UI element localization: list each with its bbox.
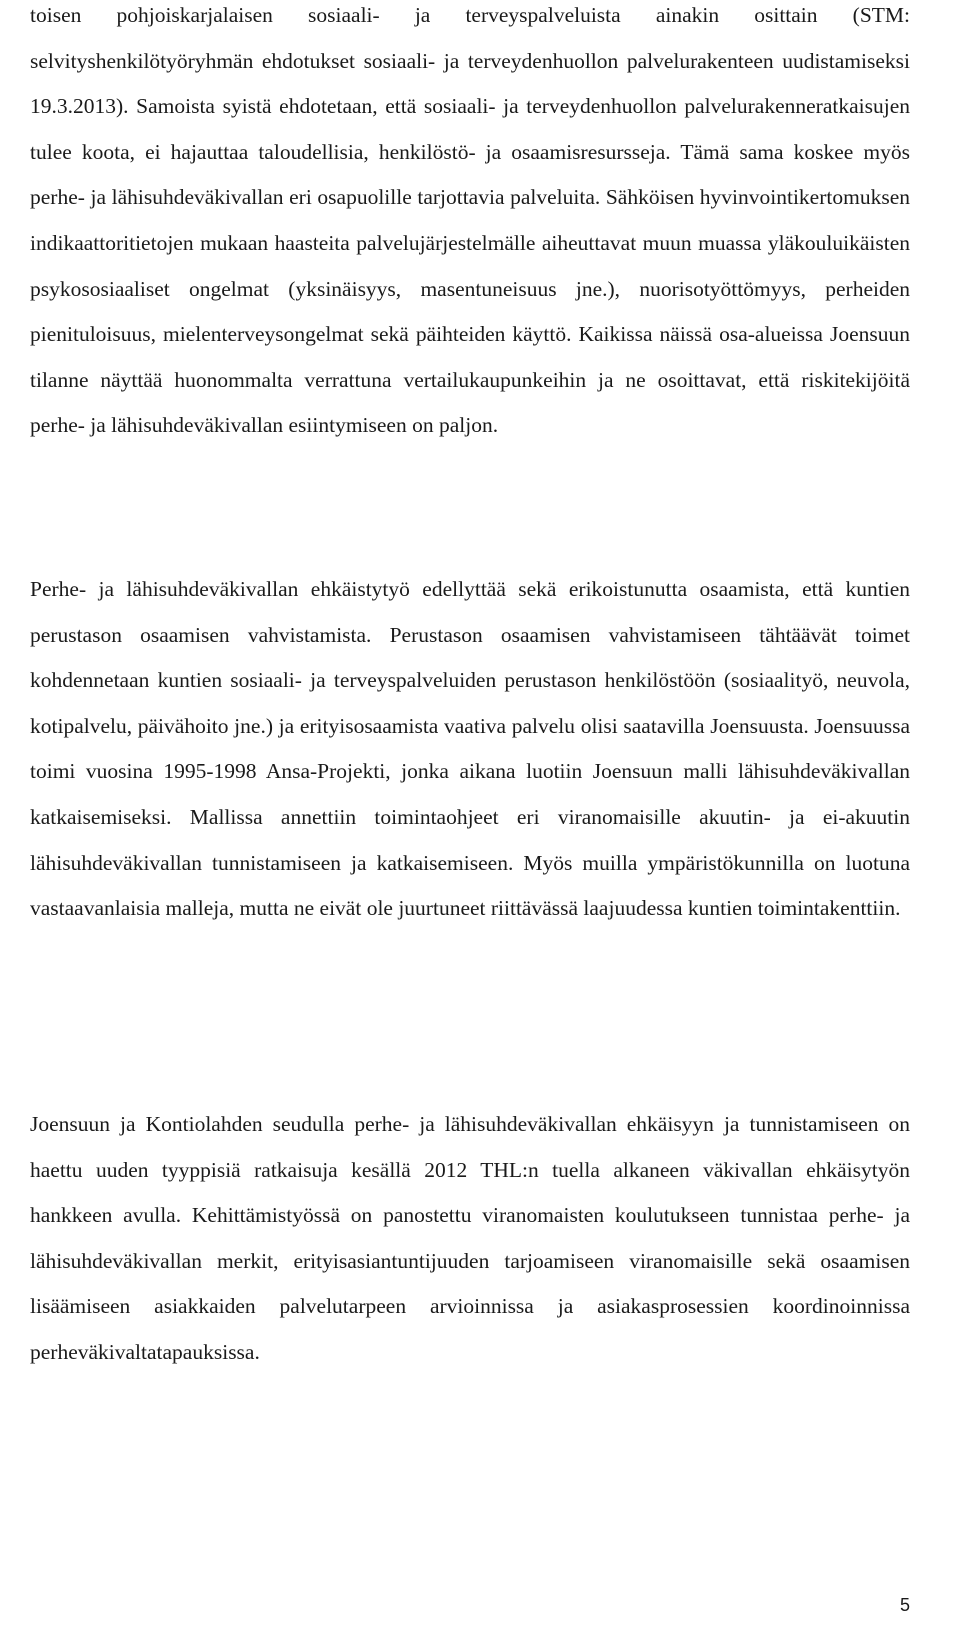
paragraph-1 [30, 0, 910, 449]
paragraph-2 [30, 567, 910, 932]
paragraph-3 [30, 1102, 910, 1376]
paragraph-text: Perhe- ja lähisuhdeväkivallan ehkäistytyö edellyttää sekä erikoistunutta osaamista, että kuntien perustason osaamisen vahvistamista. Perustason osaamisen vahvistamiseen tähtäävät toimet kohdennetaan kuntien sosiaali- ja terveyspalveluiden perustason henkilöstöön (sosiaalityö, neuvola, kotipalvelu, päivähoito jne.) ja erityisosaamista vaativa palvelu olisi saatavilla Joensuusta. Joensuussa toimi vuosina 1995-1998 Ansa-Projekti, jonka aikana luotiin Joensuun malli lähisuhdeväkivallan katkaisemiseksi. Mallissa annettiin toimintaohjeet eri viranomaisille akuutin- ja ei-akuutin lähisuhdeväkivallan tunnistamiseen ja katkaisemiseen. Myös muilla ympäristökunnilla on luotuna vastaavanlaisia malleja, mutta ne eivät ole juurtuneet riittävässä laajuudessa kuntien toimintakenttiin. [30, 577, 910, 921]
page-number: 5 [899, 1595, 910, 1615]
paragraph-text: Joensuun ja Kontiolahden seudulla perhe- ja lähisuhdeväkivallan ehkäisyyn ja tunnistamiseen on haettu uuden tyyppisiä ratkaisuja kesällä 2012 THL:n tuella alkaneen väkivallan ehkäisytyön hankkeen avulla. Kehittämistyössä on panostettu viranomaisten koulutukseen tunnistaa perhe- ja lähisuhdeväkivallan merkit, erityisasiantuntijuuden tarjoamiseen viranomaisille sekä osaamisen lisäämiseen asiakkaiden palvelutarpeen arvioinnissa ja asiakasprosessien koordinoinnissa perheväkivaltatapauksissa. [30, 1112, 910, 1364]
paragraph-text: toisen pohjoiskarjalaisen sosiaali- ja terveyspalveluista ainakin osittain (STM: selvityshenkilötyöryhmän ehdotukset sosiaali- ja terveydenhuollon palvelurakenteen uudistamiseksi 19.3.2013). Samoista syistä ehdotetaan, että sosiaali- ja terveydenhuollon palvelurakenneratkaisujen tulee koota, ei hajauttaa taloudellisia, henkilöstö- ja osaamisresursseja. Tämä sama koskee myös perhe- ja lähisuhdeväkivallan eri osapuolille tarjottavia palveluita. Sähköisen hyvinvointikertomuksen indikaattoritietojen mukaan haasteita palvelujärjestelmälle aiheuttavat muun muassa yläkouluikäisten psykososiaaliset ongelmat (yksinäisyys, masentuneisuus jne.), nuorisotyöttömyys, perheiden pienituloisuus, mielenterveysongelmat sekä päihteiden käyttö. Kaikissa näissä osa-alueissa Joensuun tilanne näyttää huonommalta verrattuna vertailukaupunkeihin ja ne osoittavat, että riskitekijöitä perhe- ja lähisuhdeväkivallan esiintymiseen on paljon. [30, 3, 910, 438]
